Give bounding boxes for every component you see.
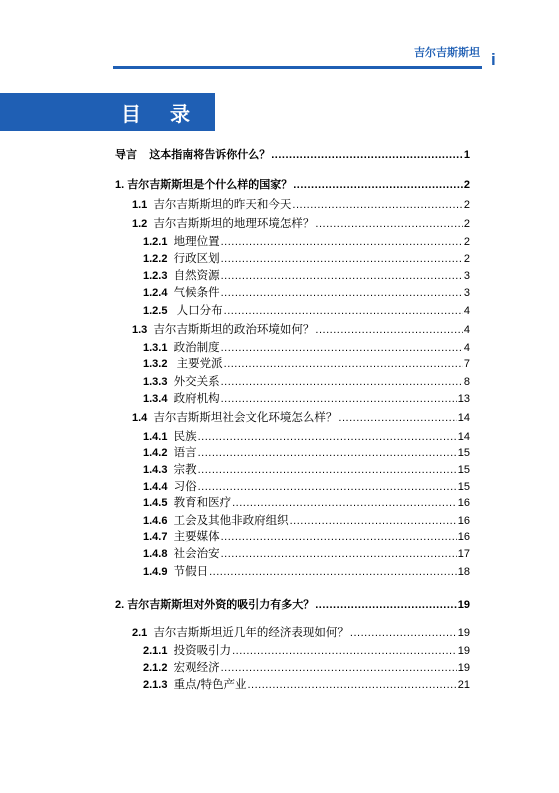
toc-entry[interactable] [143,478,470,493]
toc-entry-number: 1.3 [132,324,148,336]
toc-entry[interactable] [143,284,470,299]
toc-entry-title: 吉尔吉斯斯坦的昨天和今天 [153,197,292,211]
toc-entry[interactable] [143,233,470,248]
toc-entry-title: 工会及其他非政府组织 [173,513,289,527]
toc-entry-number: 1.4.4 [143,481,168,493]
toc-leader-dots [315,324,462,336]
toc-entry[interactable] [143,676,470,691]
toc-entry-page: 8 [463,376,470,388]
toc-entry-title: 人口分布 [176,303,223,317]
toc-entry-page: 2 [463,236,470,248]
toc-leader-dots [232,645,457,657]
toc-entry-title: 吉尔吉斯斯坦的政治环境如何？ [153,322,315,336]
toc-entry-page: 7 [463,358,470,370]
toc-entry-page: 2 [463,253,470,265]
toc-entry-number: 2.1.1 [143,645,168,657]
toc-entry-page: 14 [457,431,470,443]
toc-entry-title: 气候条件 [173,285,220,299]
toc-entry-number: 2.1 [132,627,148,639]
toc-entry[interactable] [143,250,470,265]
toc-leader-dots [224,305,463,317]
toc-entry[interactable] [143,563,470,578]
toc-entry-page: 3 [463,270,470,282]
toc-leader-dots [221,548,457,560]
toc-leader-dots [198,481,457,493]
toc-entry-number: 1.4.6 [143,515,168,527]
toc-entry[interactable] [132,196,470,211]
toc-entry-number: 1.4.7 [143,531,168,543]
toc-entry[interactable] [143,373,470,388]
toc-entry-page: 2 [463,199,470,211]
toc-entry[interactable] [143,428,470,443]
toc-entry[interactable] [143,642,470,657]
toc-entry-page: 19 [457,599,470,611]
toc-entry-number: 1.4.1 [143,431,168,443]
toc-entry-title: 语言 [173,445,197,459]
toc-entry-title: 吉尔吉斯斯坦是个什么样的国家？ [127,178,293,191]
toc-entry-page: 2 [463,179,470,191]
toc-entry-number: 1.4 [132,412,148,424]
toc-entry-title: 重点/特色产业 [173,677,247,691]
toc-leader-dots [232,497,457,509]
toc-leader-dots [198,464,457,476]
toc-entry[interactable] [143,267,470,282]
toc-leader-dots [338,412,456,424]
toc-entry-number: 2.1.3 [143,679,168,691]
toc-entry[interactable] [115,596,470,611]
toc-entry-page: 18 [457,566,470,578]
toc-entry-title: 政治制度 [173,340,220,354]
toc-entry[interactable] [143,390,470,405]
toc-entry-page: 16 [457,515,470,527]
toc-leader-dots [221,376,463,388]
toc-entry[interactable] [143,461,470,476]
page-number: i [491,50,496,69]
toc-leader-dots [224,358,463,370]
toc-entry-page: 15 [457,464,470,476]
toc-leader-dots [209,566,457,578]
toc-entry-title: 主要媒体 [173,529,220,543]
toc-entry[interactable] [143,494,470,509]
toc-entry-page: 13 [457,393,470,405]
toc-leader-dots [221,270,463,282]
toc-entry-page: 16 [457,531,470,543]
toc-entry-number: 2. [115,599,125,611]
toc-entry-number: 1.2.4 [143,287,168,299]
toc-entry[interactable] [115,146,470,161]
toc-entry-number: 1.2.3 [143,270,168,282]
toc-entry-separator [167,305,176,317]
toc-entry-title: 自然资源 [173,268,220,282]
toc-entry-title: 节假日 [173,564,209,578]
toc-entry-number: 1.1 [132,199,148,211]
toc-entry-title: 习俗 [173,479,197,493]
toc-entry[interactable] [143,339,470,354]
toc-leader-dots [198,431,457,443]
toc-entry-title: 吉尔吉斯斯坦的地理环境怎样？ [153,216,315,230]
header-rule [113,66,482,69]
toc-entry-number: 2.1.2 [143,662,168,674]
toc-entry-number: 1.2.2 [143,253,168,265]
toc-entry[interactable] [115,176,470,191]
toc-entry[interactable] [132,624,470,639]
toc-entry[interactable] [143,659,470,674]
toc-leader-dots [221,236,463,248]
toc-entry-separator [137,149,149,161]
toc-entry-title: 民族 [173,429,197,443]
toc-leader-dots [350,627,457,639]
toc-entry-number: 1.2.1 [143,236,168,248]
toc-entry-page: 3 [463,287,470,299]
toc-leader-dots [293,179,463,191]
toc-entry-number: 1.4.9 [143,566,168,578]
toc-entry-number: 1.2.5 [143,305,168,317]
toc-entry-page: 1 [463,149,470,161]
toc-entry-page: 14 [457,412,470,424]
toc-entry-page: 15 [457,481,470,493]
toc-entry-number: 1.3.3 [143,376,168,388]
toc-leader-dots [221,393,457,405]
toc-entry-page: 17 [457,548,470,560]
toc-entry-title: 教育和医疗 [173,495,232,509]
toc-entry[interactable] [143,302,470,317]
toc-entry-number: 1.3.1 [143,342,168,354]
toc-leader-dots [198,447,457,459]
toc-entry-page: 19 [457,627,470,639]
toc-entry-number: 1.4.5 [143,497,168,509]
toc-leader-dots [271,149,463,161]
toc-leader-dots [221,342,463,354]
toc-entry-title: 地理位置 [173,234,220,248]
toc-entry-title: 投资吸引力 [173,643,232,657]
toc-entry-title: 吉尔吉斯斯坦对外资的吸引力有多大？ [127,598,315,611]
running-header-title: 吉尔吉斯斯坦 [414,46,480,59]
toc-entry-title: 吉尔吉斯斯坦社会文化环境怎么样？ [153,410,338,424]
toc-leader-dots [221,531,457,543]
toc-entry-page: 16 [457,497,470,509]
toc-entry[interactable] [132,215,470,230]
toc-entry-title: 社会治安 [173,546,220,560]
toc-entry-page: 4 [463,324,470,336]
toc-entry-separator [167,358,176,370]
toc-entry-page: 4 [463,342,470,354]
toc-leader-dots [315,599,457,611]
toc-entry-number: 1.3.2 [143,358,168,370]
toc-entry-title: 政府机构 [173,391,220,405]
toc-entry-number: 1. [115,179,125,191]
toc-leader-dots [247,679,456,691]
toc-entry[interactable] [143,512,470,527]
toc-entry[interactable] [143,444,470,459]
toc-leader-dots [221,287,463,299]
toc-entry-page: 15 [457,447,470,459]
toc-entry-page: 2 [463,218,470,230]
toc-entry-title: 外交关系 [173,374,220,388]
toc-heading: 目 录 [121,102,201,126]
toc-entry-title: 主要党派 [176,356,223,370]
toc-entry[interactable] [132,409,470,424]
toc-leader-dots [315,218,462,230]
toc-entry-number: 1.2 [132,218,148,230]
toc-entry-number: 1.4.8 [143,548,168,560]
toc-entry-number: 1.4.3 [143,464,168,476]
toc-entry-number: 导言 [115,149,137,161]
toc-entry[interactable] [132,321,470,336]
toc-entry-title: 宗教 [173,462,197,476]
toc-entry-number: 1.4.2 [143,447,168,459]
toc-entry[interactable] [143,528,470,543]
toc-entry-title: 宏观经济 [173,660,220,674]
toc-entry-page: 19 [457,662,470,674]
toc-entry-title: 这本指南将告诉你什么？ [149,148,271,161]
toc-leader-dots [292,199,462,211]
toc-leader-dots [290,515,457,527]
toc-entry-page: 19 [457,645,470,657]
toc-leader-dots [221,662,457,674]
toc-entry[interactable] [143,545,470,560]
toc-entry-number: 1.3.4 [143,393,168,405]
toc-entry-page: 4 [463,305,470,317]
toc-entry-title: 吉尔吉斯斯坦近几年的经济表现如何？ [153,625,349,639]
toc-entry[interactable] [143,355,470,370]
toc-entry-title: 行政区划 [173,251,220,265]
toc-entry-page: 21 [457,679,470,691]
toc-leader-dots [221,253,463,265]
